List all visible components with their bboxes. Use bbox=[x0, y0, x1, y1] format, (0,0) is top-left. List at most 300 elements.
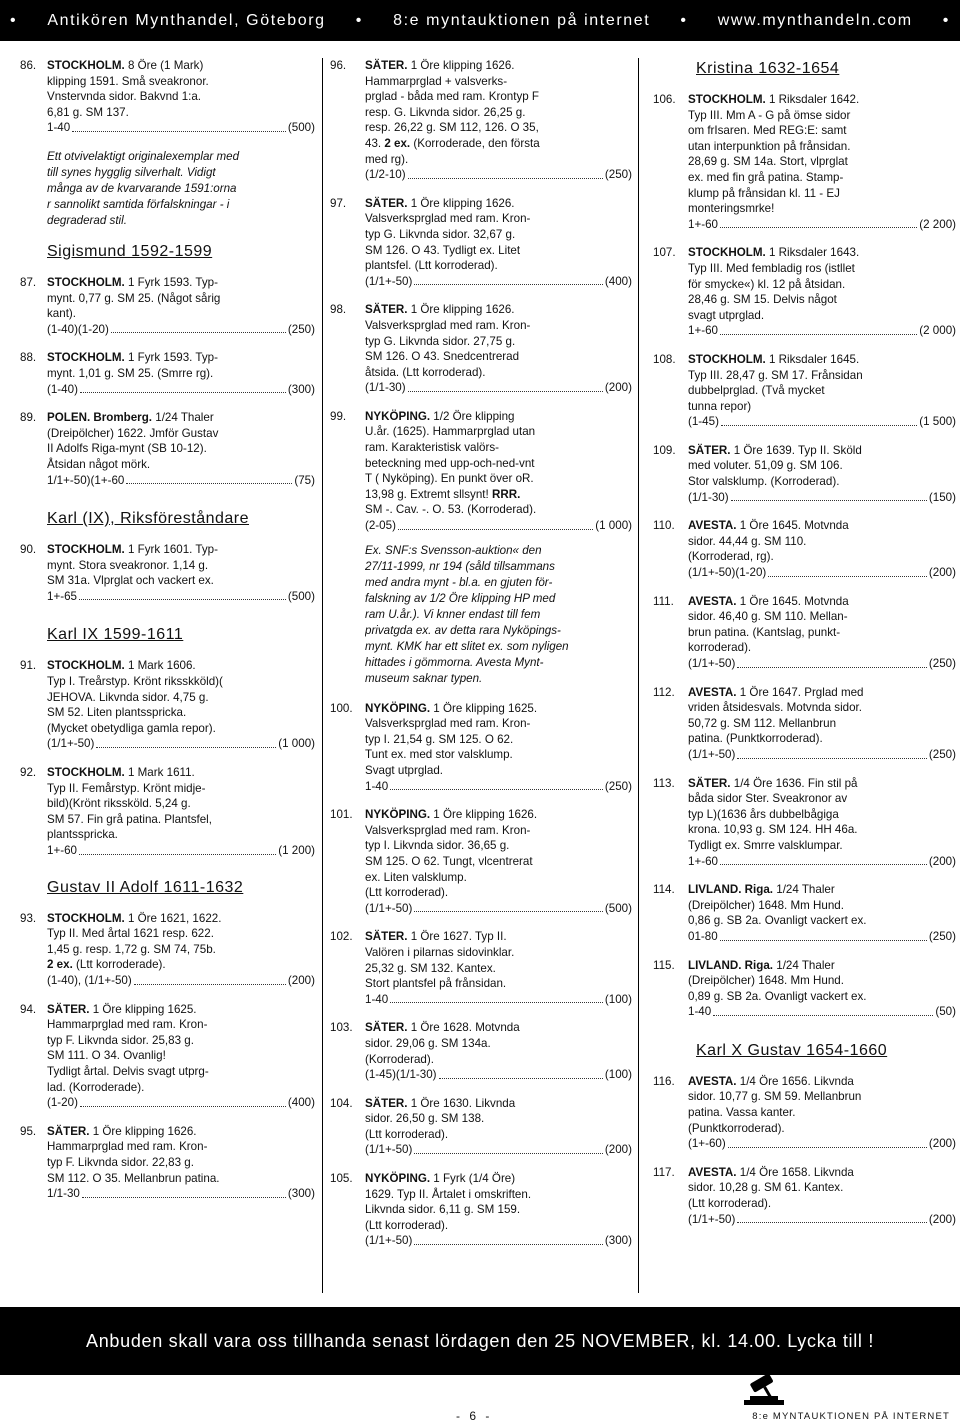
lot-grade: 1+-65 bbox=[47, 589, 77, 603]
lot-number: 93. bbox=[20, 911, 37, 925]
lot-desc: 1/2 Öre klipping bbox=[433, 409, 515, 423]
lot-grade: 1+-60 bbox=[688, 217, 718, 231]
note-line: privatgda ex. av detta rara Nyköpings- bbox=[365, 623, 561, 637]
lot-price: (2 000) bbox=[919, 324, 956, 338]
note-line: Ex. SNF:s Svensson-auktion« den bbox=[365, 543, 542, 557]
lot-number: 98. bbox=[330, 303, 347, 317]
footer-brand: 8:e MYNTAUKTIONEN PÅ INTERNET bbox=[752, 1411, 950, 1422]
lot-grade: 1-40 bbox=[47, 121, 71, 135]
lot-grade: (1/1+-50) bbox=[365, 1234, 413, 1248]
lot-price: (200) bbox=[604, 1143, 632, 1157]
lot-desc: (Ltt korroderad). bbox=[365, 1127, 449, 1141]
lot-desc: SM 126. O 43. Snedcentrerad bbox=[365, 350, 520, 364]
lot-grade: (1/1+-50)(1-20) bbox=[688, 566, 767, 580]
lot-desc: 1/4 Öre 1658. Likvnda bbox=[739, 1165, 854, 1179]
lot-desc: 13,98 g. Extremt sllsynt! bbox=[365, 487, 489, 501]
lot-desc: åtsida. (Ltt korroderad). bbox=[365, 365, 486, 379]
lot-desc: sidor. 10,77 g. SM 59. Mellanbrun bbox=[688, 1090, 862, 1104]
lot-desc: ex. med fin grå patina. Stamp- bbox=[688, 170, 844, 184]
lot-grade: (1/1+-50) bbox=[688, 657, 736, 670]
lot-desc: Valsverksprglad med ram. Kron- bbox=[365, 823, 531, 837]
lot-desc: Stort plantsfel på frånsidan. bbox=[365, 977, 507, 991]
lot-desc: SM 112. O 35. Mellanbrun patina. bbox=[47, 1171, 220, 1185]
lot-grade: (1-40), (1/1+-50) bbox=[47, 973, 132, 987]
lot-desc: tunna repor) bbox=[688, 399, 752, 413]
lot-price: (1 000) bbox=[595, 519, 632, 533]
lot-price: (500) bbox=[287, 121, 315, 135]
lot-desc: om frIsaren. Med REG:E: samt bbox=[688, 124, 847, 138]
lot-desc: T ( Nyköping). En punkt över oR. bbox=[365, 472, 534, 486]
lot-desc: 1 Öre 1639. Typ II. Sköld bbox=[733, 443, 862, 457]
lot-mint: AVESTA. bbox=[688, 1165, 737, 1179]
lot-desc: sidor. 46,40 g. SM 110. Mellan- bbox=[688, 610, 848, 624]
lot-desc: med voluter. 51,09 g. SM 106. bbox=[688, 459, 843, 473]
section-heading: Karl X Gustav 1654-1660 bbox=[696, 1041, 888, 1059]
lot-desc: (Ltt korroderad). bbox=[365, 1218, 449, 1232]
lot-grade: (1-45)(1/1-30) bbox=[365, 1068, 437, 1082]
column-divider bbox=[638, 58, 639, 1293]
lot-desc: mynt. Stora sveakronor. 1,14 g. bbox=[47, 558, 209, 572]
lot-desc: 1 Riksdaler 1642. bbox=[768, 93, 860, 106]
lot-mint: STOCKHOLM. bbox=[47, 351, 125, 365]
note-line: r sannolikt samtida förfalskningar - i bbox=[47, 197, 230, 211]
lot-desc: 0,86 g. SB 2a. Ovanligt vackert ex. bbox=[688, 914, 867, 928]
lot-number: 115. bbox=[653, 958, 675, 972]
lot-number: 109. bbox=[653, 443, 676, 457]
catalog-columns bbox=[0, 58, 960, 1293]
lot-mint: AVESTA. bbox=[688, 1074, 737, 1088]
lot-desc: Valören i pilarnas sidovinklar. bbox=[365, 945, 515, 959]
lot-number: 106. bbox=[653, 93, 676, 106]
lot-mint: AVESTA. bbox=[688, 519, 737, 533]
deadline-banner bbox=[0, 1307, 960, 1375]
lot-price: (200) bbox=[928, 566, 956, 580]
lot-desc: 1 Öre 1645. Motvnda bbox=[739, 594, 849, 608]
lot-desc: vriden åtsidesvals. Motvnda sidor. bbox=[688, 701, 862, 715]
lot-desc: krona. 10,93 g. SM 124. HH 46a. bbox=[688, 823, 858, 837]
lot-86 bbox=[20, 58, 315, 136]
lot-desc: mynt. 0,77 g. SM 25. (Något sårig bbox=[47, 291, 221, 305]
lot-grade: (1-45) bbox=[688, 415, 719, 429]
lot-110 bbox=[653, 518, 956, 580]
lot-price: (100) bbox=[604, 1068, 632, 1082]
column-right bbox=[653, 58, 956, 1240]
lot-mint: NYKÖPING. bbox=[365, 1172, 431, 1186]
header-bullet: • bbox=[680, 11, 688, 29]
lot-number: 114. bbox=[653, 883, 675, 897]
lot-desc: (Mycket obetydliga gamla repor). bbox=[47, 721, 216, 735]
lot-117 bbox=[653, 1165, 956, 1227]
lot-desc: Typ I. Treårstyp. Krönt riksskköld)( bbox=[47, 675, 223, 689]
lot-desc: typ G. Likvnda sidor. 32,67 g. bbox=[365, 227, 516, 241]
lot-desc: resp. 26,22 g. SM 112, 126. O 35, bbox=[365, 121, 539, 135]
lot-desc: Typ II. Med årtal 1621 resp. 622. bbox=[47, 927, 214, 941]
lot-desc: Tunt ex. med stor valsklump. bbox=[365, 748, 513, 762]
lot-99-note bbox=[365, 543, 632, 687]
lot-desc: typ I. 21,54 g. SM 125. O 62. bbox=[365, 732, 514, 746]
lot-desc: typ G. Likvnda sidor. 27,75 g. bbox=[365, 334, 516, 348]
note-line: falskning av 1/2 Öre klipping HP med bbox=[365, 591, 556, 605]
note-line: många av de kvarvarande 1591:orna bbox=[47, 181, 237, 195]
header-shop-name: Antikören Mynthandel, Göteborg bbox=[47, 11, 326, 29]
lot-mint: AVESTA. bbox=[688, 594, 737, 608]
lot-number: 97. bbox=[330, 196, 347, 210]
lot-number: 116. bbox=[653, 1074, 675, 1088]
lot-number: 111. bbox=[653, 594, 674, 608]
lot-desc: 1 Öre 1647. Prglad med bbox=[739, 685, 864, 699]
lot-desc: 1 Öre klipping 1626. bbox=[410, 59, 515, 72]
lot-desc: Hammarprglad med ram. Kron- bbox=[47, 1018, 208, 1032]
lot-mint: SÄTER. bbox=[688, 443, 731, 457]
lot-desc: (Dreipölcher) 1648. Mm Hund. bbox=[688, 974, 844, 988]
lot-105 bbox=[330, 1171, 632, 1249]
lot-desc: SM 57. Fin grå patina. Plantsfel, bbox=[47, 812, 212, 826]
lot-desc: dubbelprglad. (Två mycket bbox=[688, 384, 825, 398]
lot-desc: Likvnda sidor. 6,11 g. SM 159. bbox=[365, 1203, 521, 1217]
lot-desc: 8 Öre (1 Mark) bbox=[127, 59, 204, 72]
lot-mint: STOCKHOLM. bbox=[47, 911, 125, 925]
lot-grade: (2-05) bbox=[365, 519, 396, 533]
lot-desc: 1 Mark 1606. bbox=[127, 659, 196, 673]
lot-desc: sidor. 44,44 g. SM 110. bbox=[688, 534, 807, 548]
lot-mint: SÄTER. bbox=[365, 1021, 408, 1035]
lot-desc: med rg). bbox=[365, 152, 409, 166]
lot-number: 92. bbox=[20, 766, 37, 780]
lot-desc: prglad - båda med ram. Krontyp F bbox=[365, 90, 539, 104]
lot-desc: utan interpunktion på frånsidan. bbox=[688, 139, 851, 153]
lot-price: (250) bbox=[287, 322, 315, 336]
lot-desc: sidor. 10,28 g. SM 61. Kantex. bbox=[688, 1181, 844, 1195]
lot-desc: 1 Fyrk 1593. Typ- bbox=[127, 351, 218, 365]
lot-mint: STOCKHOLM. bbox=[688, 246, 766, 260]
lot-price: (200) bbox=[928, 854, 956, 868]
lot-desc: 1/24 Thaler bbox=[155, 411, 214, 425]
lot-mint: SÄTER. bbox=[365, 303, 408, 317]
lot-desc: svagt utprglad. bbox=[688, 308, 765, 322]
lot-number: 88. bbox=[20, 351, 37, 365]
lot-grade: (1/2-10) bbox=[365, 168, 406, 182]
lot-desc: 28,46 g. SM 15. Delvis något bbox=[688, 293, 837, 307]
lot-grade: 1-40 bbox=[365, 992, 389, 1006]
lot-price: (250) bbox=[928, 747, 956, 761]
section-heading: Sigismund 1592-1599 bbox=[47, 242, 213, 260]
lot-116 bbox=[653, 1074, 956, 1152]
lot-price: (300) bbox=[604, 1234, 632, 1248]
section-heading: Karl (IX), Riksföreståndare bbox=[47, 510, 250, 528]
lot-mint: NYKÖPING. bbox=[365, 409, 431, 423]
lot-desc: 43. bbox=[365, 136, 382, 150]
lot-desc: Valsverksprglad med ram. Kron- bbox=[365, 717, 531, 731]
lot-price: (75) bbox=[294, 473, 315, 487]
deadline-text: Anbuden skall vara oss tillhanda senast lördagen den 25 NOVEMBER, kl. 14.00. Lycka till ! bbox=[85, 1330, 875, 1351]
lot-desc: 1 Öre 1630. Likvnda bbox=[410, 1096, 516, 1110]
lot-number: 112. bbox=[653, 685, 675, 699]
lot-desc: resp. G. Likvnda sidor. 26,25 g. bbox=[365, 105, 526, 119]
lot-desc: Hammarprglad + valsverks- bbox=[365, 74, 508, 88]
lot-desc: klump på frånsidan kl. 11 - EJ bbox=[688, 186, 840, 200]
lot-106 bbox=[653, 92, 956, 232]
header-auction-title: 8:e myntauktionen på internet bbox=[393, 11, 651, 29]
lot-desc: 0,89 g. SB 2a. Ovanligt vackert ex. bbox=[688, 989, 867, 1003]
lot-number: 86. bbox=[20, 59, 37, 72]
header-bullet: • bbox=[355, 11, 363, 29]
lot-desc: Typ III. Mm A - G på ömse sidor bbox=[688, 108, 851, 122]
lot-price: (250) bbox=[604, 168, 632, 182]
column-left bbox=[20, 58, 315, 1215]
lot-desc: Stor valsklump. (Korroderad). bbox=[688, 475, 840, 489]
lot-desc: monteringsmrke! bbox=[688, 202, 775, 216]
lot-number: 105. bbox=[330, 1172, 353, 1186]
lot-desc: 1 Öre klipping 1626. bbox=[92, 1124, 197, 1138]
lot-quantity: 2 ex. bbox=[47, 958, 73, 972]
lot-price: (500) bbox=[604, 901, 632, 915]
lot-desc: plantsfel. (Ltt korroderad). bbox=[365, 259, 498, 273]
lot-mint: POLEN. Bromberg. bbox=[47, 411, 153, 425]
lot-91 bbox=[20, 658, 315, 752]
lot-mint: STOCKHOLM. bbox=[688, 352, 766, 366]
lot-price: (200) bbox=[604, 381, 632, 395]
lot-94 bbox=[20, 1002, 315, 1111]
lot-desc: II Adolfs Riga-mynt (SB 10-12). bbox=[47, 442, 207, 456]
lot-number: 113. bbox=[653, 776, 675, 790]
lot-desc: 1 Öre 1627. Typ II. bbox=[410, 930, 507, 944]
lot-mint: STOCKHOLM. bbox=[688, 93, 766, 106]
lot-desc: Typ III. Med fembladig ros (istllet bbox=[688, 261, 855, 275]
lot-desc: typ L)(1636 års dubbelbågiga bbox=[688, 807, 839, 821]
note-line: hittades i gömmorna. Avesta Mynt- bbox=[365, 655, 544, 669]
lot-number: 108. bbox=[653, 352, 676, 366]
lot-99 bbox=[330, 409, 632, 534]
lot-grade: 1+-60 bbox=[47, 844, 77, 857]
lot-93 bbox=[20, 911, 315, 989]
lot-mint: SÄTER. bbox=[365, 59, 408, 72]
lot-desc: Valsverksprglad med ram. Kron- bbox=[365, 318, 531, 332]
note-line: ram U.år.). Vi knner endast till fem bbox=[365, 607, 541, 621]
header-bullet-left: • bbox=[10, 11, 18, 29]
lot-97 bbox=[330, 196, 632, 290]
lot-desc: SM 126. O 43. Tydligt ex. Litet bbox=[365, 243, 521, 257]
lot-price: (250) bbox=[604, 779, 632, 793]
lot-grade: (1/1+-50) bbox=[47, 737, 95, 751]
lot-90 bbox=[20, 542, 315, 604]
lot-price: (50) bbox=[935, 1005, 956, 1019]
lot-mint: AVESTA. bbox=[688, 685, 737, 699]
lot-desc: (Dreipölcher) 1622. Jmför Gustav bbox=[47, 426, 219, 440]
note-line: degraderad stil. bbox=[47, 213, 127, 227]
lot-desc: Tydligt årtal. Delvis svagt utprg- bbox=[47, 1064, 209, 1078]
lot-desc: ram. Karakteristisk valörs- bbox=[365, 441, 499, 455]
lot-desc: plantsspricka. bbox=[47, 828, 118, 842]
lot-number: 87. bbox=[20, 275, 37, 289]
lot-desc: 1/24 Thaler bbox=[776, 958, 835, 972]
lot-desc: 28,69 g. SM 14a. Stort, vlprglat bbox=[688, 155, 848, 169]
lot-108 bbox=[653, 352, 956, 430]
lot-desc: Typ II. Femårstyp. Krönt midje- bbox=[47, 781, 206, 795]
lot-mint: STOCKHOLM. bbox=[47, 275, 125, 289]
lot-desc: Vnstervnda sidor. Bakvnd 1:a. bbox=[47, 90, 202, 104]
lot-mint: LIVLAND. Riga. bbox=[688, 958, 774, 972]
lot-desc: båda sidor Ster. Sveakronor av bbox=[688, 792, 848, 806]
lot-price: (1 200) bbox=[278, 844, 315, 857]
lot-desc: (Punktkorroderad). bbox=[688, 1121, 785, 1135]
lot-grade: (1/1+-50) bbox=[365, 274, 413, 288]
lot-desc: 1 Öre 1628. Motvnda bbox=[410, 1021, 520, 1035]
lot-mint: STOCKHOLM. bbox=[47, 59, 125, 72]
lot-103 bbox=[330, 1020, 632, 1082]
note-line: med andra mynt - bl.a. en gjuten för- bbox=[365, 575, 553, 589]
lot-price: (2 200) bbox=[919, 217, 956, 231]
lot-desc: 1/24 Thaler bbox=[776, 883, 835, 897]
lot-number: 110. bbox=[653, 519, 675, 533]
lot-price: (200) bbox=[928, 1137, 956, 1151]
lot-desc: 1/4 Öre 1656. Likvnda bbox=[739, 1074, 854, 1088]
lot-grade: 1/1+-50)(1+-60 bbox=[47, 473, 125, 487]
lot-mint: SÄTER. bbox=[688, 776, 731, 790]
lot-price: (300) bbox=[287, 1187, 315, 1201]
lot-desc: korroderad). bbox=[688, 641, 752, 655]
lot-number: 90. bbox=[20, 543, 37, 557]
lot-mint: SÄTER. bbox=[47, 1124, 90, 1138]
lot-desc: 1 Öre klipping 1625. bbox=[92, 1002, 197, 1016]
lot-price: (150) bbox=[928, 490, 956, 504]
lot-grade: (1-40)(1-20) bbox=[47, 322, 109, 336]
lot-grade: 1+-60 bbox=[688, 324, 718, 338]
lot-grade: (1/1+-50) bbox=[365, 901, 413, 915]
lot-grade: (1-40) bbox=[47, 382, 78, 396]
lot-desc: SM -. Cav. -. O. 53. (Korroderad). bbox=[365, 503, 537, 517]
lot-desc: ex. Liten valsklump. bbox=[365, 870, 467, 884]
lot-desc: Typ III. 28,47 g. SM 17. Frånsidan bbox=[688, 368, 863, 382]
note-line: 27/11-1999, nr 194 (såld tillsammans bbox=[365, 559, 555, 573]
lot-desc: 1 Öre klipping 1626. bbox=[433, 808, 538, 822]
lot-desc: 6,81 g. SM 137. bbox=[47, 105, 129, 119]
lot-desc: sidor. 29,06 g. SM 134a. bbox=[365, 1036, 491, 1050]
lot-desc: beteckning med upp-och-ned-vnt bbox=[365, 456, 535, 470]
lot-desc: typ F. Likvnda sidor. 25,83 g. bbox=[47, 1033, 194, 1047]
lot-price: (200) bbox=[287, 973, 315, 987]
lot-102 bbox=[330, 929, 632, 1007]
lot-number: 94. bbox=[20, 1002, 37, 1016]
lot-112 bbox=[653, 685, 956, 763]
lot-98 bbox=[330, 302, 632, 396]
lot-desc: typ F. Likvnda sidor. 22,83 g. bbox=[47, 1155, 194, 1169]
lot-price: (1 500) bbox=[919, 415, 956, 429]
lot-number: 103. bbox=[330, 1021, 353, 1035]
lot-desc: 1 Öre 1621, 1622. bbox=[127, 911, 222, 925]
lot-100 bbox=[330, 701, 632, 795]
lot-desc: 1/4 Öre 1636. Fin stil på bbox=[733, 776, 858, 790]
lot-number: 95. bbox=[20, 1124, 37, 1138]
header-bullet-right: • bbox=[942, 11, 950, 29]
lot-desc: Hammarprglad med ram. Kron- bbox=[47, 1140, 208, 1154]
lot-desc: lad. (Korroderade). bbox=[47, 1080, 145, 1094]
lot-grade: (1/1+-50) bbox=[365, 1143, 413, 1157]
lot-desc: (Korroderad). bbox=[365, 1052, 434, 1066]
section-heading: Kristina 1632-1654 bbox=[696, 60, 840, 77]
gavel-icon bbox=[740, 1373, 788, 1407]
lot-quantity: 2 ex. bbox=[384, 136, 411, 150]
lot-price: (300) bbox=[287, 382, 315, 396]
lot-86-note bbox=[47, 149, 315, 229]
lot-desc: (Ltt korroderad). bbox=[688, 1197, 772, 1211]
lot-desc: sidor. 26,50 g. SM 138. bbox=[365, 1112, 485, 1126]
header-website-link[interactable]: www.mynthandeln.com bbox=[717, 11, 913, 29]
lot-desc: 1 Fyrk 1601. Typ- bbox=[127, 543, 218, 557]
lot-107 bbox=[653, 245, 956, 339]
note-line: museum saknar typen. bbox=[365, 671, 483, 685]
lot-115 bbox=[653, 958, 956, 1020]
lot-number: 100. bbox=[330, 701, 353, 715]
lot-mint: NYKÖPING. bbox=[365, 701, 431, 715]
lot-95 bbox=[20, 1124, 315, 1202]
lot-desc: Tydligt ex. Smrre valsklumpar. bbox=[688, 838, 843, 852]
lot-mint: SÄTER. bbox=[365, 1096, 408, 1110]
lot-mint: SÄTER. bbox=[47, 1002, 90, 1016]
lot-desc: 1629. Typ II. Årtalet i omskriften. bbox=[365, 1187, 532, 1201]
page-number: - 6 - bbox=[456, 1409, 493, 1423]
lot-desc: 1 Fyrk 1593. Typ- bbox=[127, 275, 218, 289]
lot-price: (400) bbox=[287, 1096, 315, 1110]
lot-92 bbox=[20, 765, 315, 859]
lot-96 bbox=[330, 58, 632, 183]
lot-mint: STOCKHOLM. bbox=[47, 543, 125, 557]
lot-desc: (Ltt korroderad). bbox=[365, 886, 449, 900]
lot-grade: (1/1+-50) bbox=[688, 747, 736, 761]
lot-price: (400) bbox=[604, 274, 632, 288]
lot-desc: 1 Fyrk (1/4 Öre) bbox=[433, 1172, 516, 1186]
column-middle bbox=[330, 58, 632, 1262]
lot-price: (100) bbox=[604, 992, 632, 1006]
lot-desc: patina. (Punktkorroderad). bbox=[688, 732, 823, 746]
header-bar bbox=[0, 0, 960, 41]
lot-111 bbox=[653, 594, 956, 672]
lot-desc: 50,72 g. SM 112. Mellanbrun bbox=[688, 716, 837, 730]
lot-desc: (Korroderade, den första bbox=[413, 136, 540, 150]
lot-desc: 25,32 g. SM 132. Kantex. bbox=[365, 961, 496, 975]
lot-number: 101. bbox=[330, 808, 353, 822]
column-divider bbox=[322, 58, 323, 1293]
lot-desc: SM 31a. Vlprglat och vackert ex. bbox=[47, 574, 214, 588]
lot-grade: 1+-60 bbox=[688, 854, 718, 868]
lot-grade: (1/1-30) bbox=[688, 490, 729, 504]
lot-mint: NYKÖPING. bbox=[365, 808, 431, 822]
lot-desc: JEHOVA. Likvnda sidor. 4,75 g. bbox=[47, 690, 209, 704]
lot-desc: för smycke«) kl. 12 på åtsidan. bbox=[688, 277, 846, 291]
lot-number: 91. bbox=[20, 659, 37, 673]
lot-desc: 1 Öre 1645. Motvnda bbox=[739, 519, 849, 533]
lot-desc: Svagt utprglad. bbox=[365, 764, 443, 777]
lot-109 bbox=[653, 443, 956, 505]
lot-desc: brun patina. (Kantslag, punkt- bbox=[688, 625, 841, 639]
lot-88 bbox=[20, 350, 315, 397]
page-footer bbox=[0, 1410, 960, 1426]
lot-grade: (1+-60) bbox=[688, 1137, 726, 1151]
lot-grade: (1/1+-50) bbox=[688, 1212, 736, 1226]
lot-114 bbox=[653, 882, 956, 944]
lot-number: 117. bbox=[653, 1165, 675, 1179]
lot-desc: 1 Öre klipping 1625. bbox=[433, 701, 538, 715]
lot-desc: 1 Öre klipping 1626. bbox=[410, 303, 515, 317]
lot-desc: U.år. (1625). Hammarprglad utan bbox=[365, 425, 536, 439]
section-heading: Karl IX 1599-1611 bbox=[47, 626, 184, 644]
lot-grade: 1-40 bbox=[365, 779, 389, 793]
note-line: till synes hygglig silverhalt. Vidigt bbox=[47, 165, 216, 179]
lot-desc: 1 Mark 1611. bbox=[127, 766, 195, 780]
lot-number: 96. bbox=[330, 59, 347, 72]
lot-mint: STOCKHOLM. bbox=[47, 766, 125, 780]
lot-113 bbox=[653, 776, 956, 870]
lot-desc: 1,45 g. resp. 1,72 g. SM 74, 75b. bbox=[47, 942, 216, 956]
